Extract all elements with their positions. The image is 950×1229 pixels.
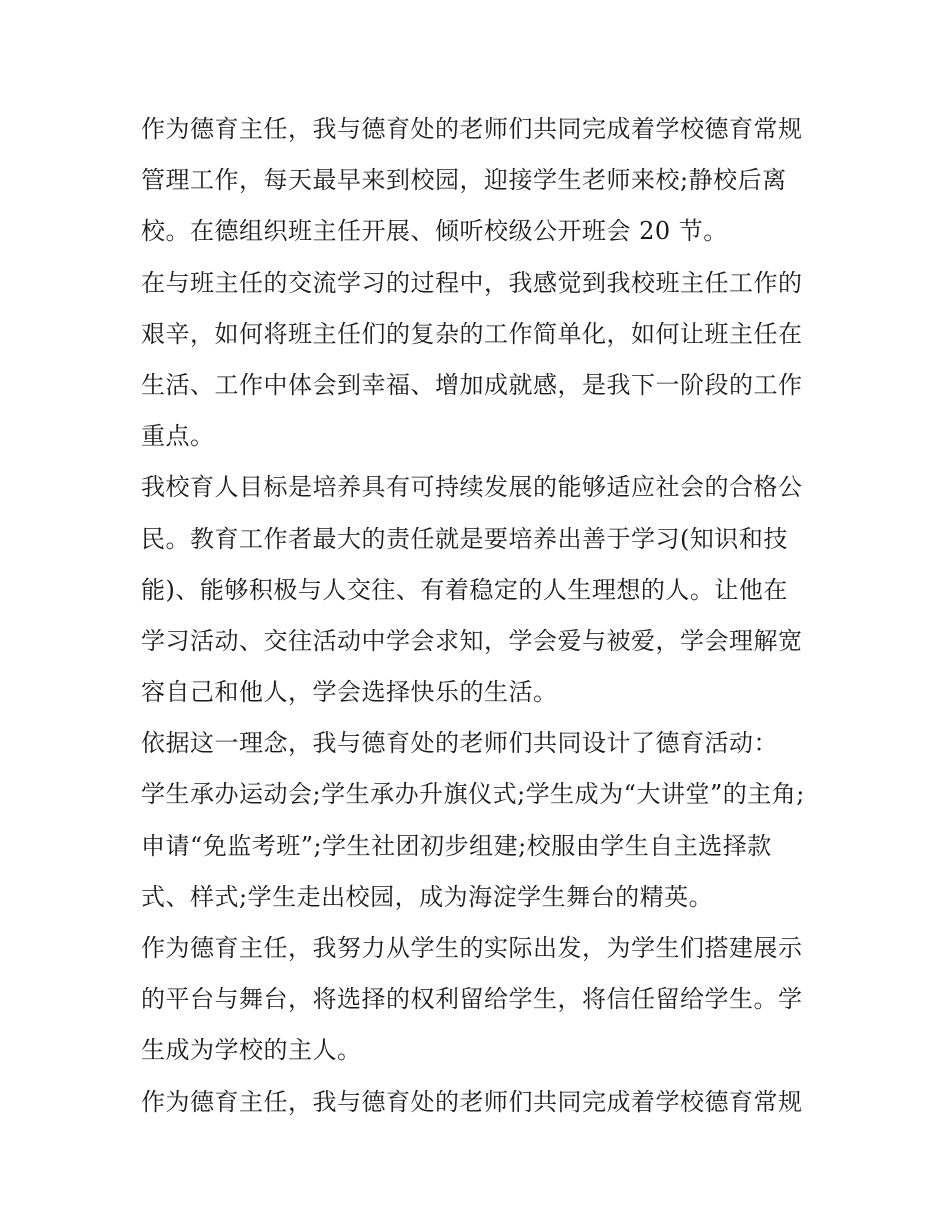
text-line: 申请“免监考班”;学生社团初步组建;校服由学生自主选择款 — [141, 831, 772, 860]
text-line: 容自己和他人，学会选择快乐的生活。 — [141, 678, 558, 707]
text-line: 学习活动、交往活动中学会求知，学会爱与被爱，学会理解宽 — [141, 626, 803, 655]
text-line: 作为德育主任，我与德育处的老师们共同完成着学校德育常规 — [141, 1087, 803, 1116]
text-line: 作为德育主任，我与德育处的老师们共同完成着学校德育常规 — [141, 115, 803, 143]
text-line: 管理工作，每天最早来到校园，迎接学生老师来校;静校后离 — [141, 166, 787, 195]
text-line: 校。在德组织班主任开展、倾听校级公开班会 20 节。 — [141, 217, 728, 246]
text-line: 艰辛，如何将班主任们的复杂的工作简单化，如何让班主任在 — [141, 319, 803, 348]
text-line: 在与班主任的交流学习的过程中，我感觉到我校班主任工作的 — [141, 268, 803, 297]
text-line: 重点。 — [141, 422, 215, 451]
text-line: 生成为学校的主人。 — [141, 1036, 362, 1065]
text-line: 式、样式;学生走出校园，成为海淀学生舞台的精英。 — [141, 882, 714, 911]
text-line: 作为德育主任，我努力从学生的实际出发，为学生们搭建展示 — [141, 934, 803, 962]
text-line: 我校育人目标是培养具有可持续发展的能够适应社会的合格公 — [141, 473, 803, 502]
text-line: 的平台与舞台，将选择的权利留给学生，将信任留给学生。学 — [141, 985, 803, 1014]
text-line: 依据这一理念，我与德育处的老师们共同设计了德育活动： — [141, 729, 778, 758]
document-body — [141, 104, 821, 1128]
text-line: 能)、能够积极与人交往、有着稳定的人生理想的人。让他在 — [141, 575, 788, 604]
text-line: 生活、工作中体会到幸福、增加成就感，是我下一阶段的工作 — [141, 370, 803, 399]
text-line: 民。教育工作者最大的责任就是要培养出善于学习(知识和技 — [141, 524, 788, 553]
text-line: 学生承办运动会;学生承办升旗仪式;学生成为“大讲堂”的主角; — [141, 780, 805, 809]
